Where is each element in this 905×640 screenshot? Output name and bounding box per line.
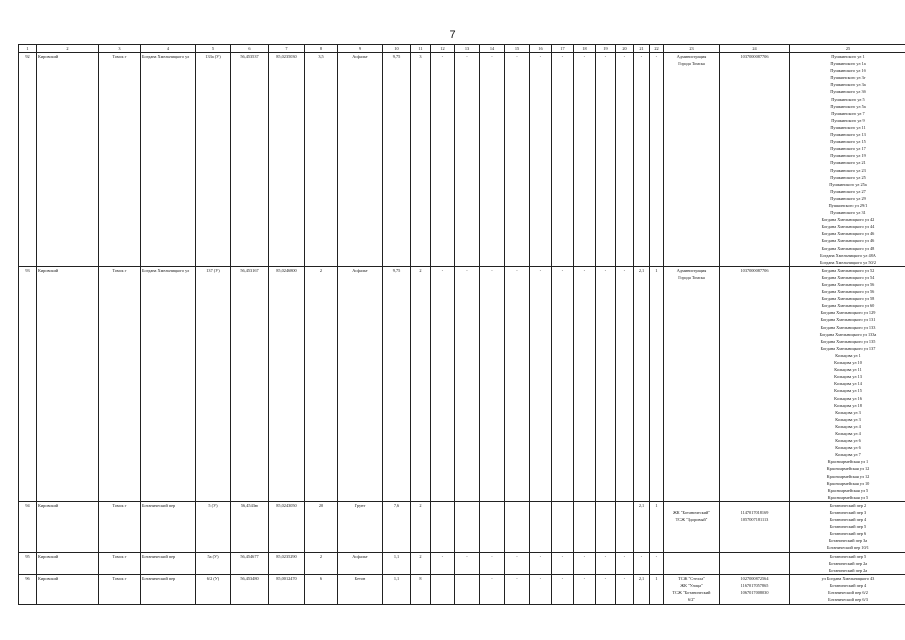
cell-col-10: 9,75: [383, 266, 411, 501]
cell-col-11: 2: [411, 501, 431, 552]
served-address: Богдана Хмельницкого ул 133: [820, 324, 876, 330]
cell-col-22: 1: [650, 501, 664, 552]
column-number-6: 6: [231, 45, 269, 53]
stacked-text: 1147017018169: [740, 510, 769, 515]
column-number-14: 14: [480, 45, 505, 53]
cell-col-3: Томск г: [99, 552, 141, 574]
cell-col-6: 56,4543ю: [231, 501, 269, 552]
cell-col-2: Кировский: [37, 266, 99, 501]
cell-col-3: Томск г: [99, 53, 141, 267]
column-number-13: 13: [455, 45, 480, 53]
served-address: Кольцова ул 10: [834, 360, 862, 366]
cell-col-5: 137 (У): [196, 266, 231, 501]
cell-col-19: [596, 501, 616, 552]
served-address: Богдана Хмельницкого ул 133а: [819, 331, 877, 337]
cell-col-6: 56,453480: [231, 574, 269, 604]
stacked-text: 6/2": [687, 597, 696, 603]
served-address: Ботанический пер 4: [829, 517, 867, 523]
served-address: Кольцова ул 14: [834, 381, 862, 387]
cell-col-6: 56,453537: [231, 53, 269, 267]
stacked-text: ЖК "Улица": [680, 582, 703, 588]
served-address: Пушкинского ул 1: [831, 54, 865, 59]
cell-col-19: -: [596, 552, 616, 574]
table-row: [19, 574, 905, 604]
column-number-5: 5: [196, 45, 231, 53]
served-address: Кольцова ул 11: [834, 367, 862, 373]
cell-col-13: -: [455, 266, 480, 501]
cell-col-17: -: [552, 552, 574, 574]
served-address: Богдана Хмельницкого ул 56: [821, 282, 875, 287]
table-row: [19, 552, 905, 574]
ogrn-cell: [720, 574, 790, 604]
table-row: [19, 501, 905, 552]
served-address: Кольцова ул 16: [834, 395, 862, 401]
stacked-text: Администрация: [676, 54, 707, 59]
column-number-23: 23: [664, 45, 720, 53]
cell-col-16: [530, 501, 552, 552]
served-address: ул Богдана Хмельницкого 43: [821, 575, 875, 581]
cell-col-13: [455, 574, 480, 604]
cell-col-14: -: [480, 574, 505, 604]
column-number-4: 4: [141, 45, 196, 53]
stacked-text: ТСЖ "Здоровый": [675, 517, 708, 523]
cell-col-9: Грунт: [338, 501, 383, 552]
served-address: Богдана Хмельницкого ул 137: [820, 345, 876, 351]
served-address: Красноармейская ул 5: [827, 494, 869, 500]
cell-col-3: Томск г: [99, 501, 141, 552]
cell-col-14: -: [480, 266, 505, 501]
cell-col-18: -: [574, 266, 596, 501]
cell-col-4: Ботанический пер: [141, 501, 196, 552]
owner-cell: [664, 574, 720, 604]
cell-col-8: 2: [305, 552, 338, 574]
served-address: Кольцова ул 6: [835, 445, 861, 451]
served-address: Ботанический пер 3: [829, 510, 867, 515]
owner-cell: [664, 552, 720, 574]
cell-col-7: 85,0243050: [269, 501, 305, 552]
served-address: Красноармейская ул 12: [826, 473, 870, 479]
column-number-16: 16: [530, 45, 552, 53]
served-address: Ботанический пер 6/2: [828, 590, 868, 596]
cell-col-10: 9,75: [383, 53, 411, 267]
served-address: Ботанический пер 4: [829, 582, 867, 588]
served-address: Ботанический пер 5: [829, 524, 867, 530]
cell-col-14: -: [480, 53, 505, 267]
cell-col-20: -: [616, 574, 634, 604]
cell-col-7: 85,0012470: [269, 574, 305, 604]
served-address: Пушкинского ул 5а: [830, 103, 866, 109]
column-number-19: 19: [596, 45, 616, 53]
cell-col-12: [431, 501, 455, 552]
cell-col-14: [480, 501, 505, 552]
column-number-8: 8: [305, 45, 338, 53]
served-address: Пушкинского ул 29: [830, 195, 866, 201]
stacked-text: 1167017057865: [740, 582, 769, 588]
cell-col-8: 6: [305, 574, 338, 604]
served-address: Пушкинского ул 1б: [830, 68, 866, 74]
served-address: Красноармейская ул 10: [826, 480, 870, 486]
served-address: Пушкинского ул 9: [831, 117, 865, 123]
served-address: Кольцова ул 3: [835, 416, 861, 422]
served-addresses-cell: [790, 501, 905, 552]
cell-col-18: -: [574, 53, 596, 267]
table-row: [19, 53, 905, 267]
cell-col-20: -: [616, 552, 634, 574]
served-address: Пушкинского ул 11: [830, 124, 866, 130]
cell-col-18: -: [574, 552, 596, 574]
cell-col-3: Томск г: [99, 574, 141, 604]
cell-col-12: -: [431, 53, 455, 267]
cell-col-21: -: [634, 552, 650, 574]
served-address: Богдана Хмельницкого ул 42: [821, 217, 875, 223]
served-address: Кольцова ул 15: [834, 388, 862, 394]
served-address: Богдана Хмельницкого ул 50/2: [820, 259, 876, 265]
served-address: Богдана Хмельницкого ул 46: [821, 231, 875, 237]
served-address: Богдана Хмельницкого ул 48: [821, 245, 875, 251]
served-address: Богдана Хмельницкого ул 135: [820, 338, 876, 344]
column-number-12: 12: [431, 45, 455, 53]
cell-col-21: 2,1: [634, 501, 650, 552]
cell-col-20: -: [616, 266, 634, 501]
stacked-text: ТСЖ "Ботанический: [672, 590, 711, 596]
owner-cell: [664, 53, 720, 267]
served-address: Кольцова ул 18: [834, 402, 862, 408]
cell-col-5: 5а (У): [196, 552, 231, 574]
stacked-text: 1037000087706: [740, 54, 769, 59]
stacked-text: Города Томска: [678, 61, 705, 67]
column-number-9: 9: [338, 45, 383, 53]
served-address: Богдана Хмельницкого ул 129: [820, 310, 876, 316]
cell-col-21: 2,1: [634, 574, 650, 604]
cell-col-16: -: [530, 53, 552, 267]
cell-col-17: -: [552, 574, 574, 604]
cell-col-15: -: [505, 574, 530, 604]
column-number-18: 18: [574, 45, 596, 53]
served-address: Пушкинского ул 13: [830, 132, 866, 138]
served-address: Пушкинского ул 3б: [830, 89, 866, 95]
cell-col-10: 7,6: [383, 501, 411, 552]
cell-col-2: Кировский: [37, 501, 99, 552]
column-number-11: 11: [411, 45, 431, 53]
stacked-text: ТСЖ "Стелла": [678, 575, 705, 581]
column-number-25: 25: [790, 45, 905, 53]
served-address: Красноармейская ул 1: [827, 459, 869, 465]
stacked-text: [665, 502, 718, 509]
cell-col-13: -: [455, 552, 480, 574]
cell-col-10: 1,1: [383, 574, 411, 604]
cell-col-4: Богдана Хмельницкого ул: [141, 266, 196, 501]
cell-col-8: 2: [305, 266, 338, 501]
cell-col-5: 133а (У): [196, 53, 231, 267]
cell-col-15: -: [505, 552, 530, 574]
cell-col-16: -: [530, 266, 552, 501]
served-address: Пушкинского ул 5: [831, 96, 865, 102]
served-address: Пушкинского ул 25а: [829, 181, 867, 187]
column-number-3: 3: [99, 45, 141, 53]
served-address: Пушкинского ул 29/1: [828, 202, 868, 208]
served-address: Богдана Хмельницкого ул 46: [821, 238, 875, 244]
served-address: Красноармейская ул 12: [826, 466, 870, 472]
served-address: Кольцова ул 4: [835, 430, 861, 436]
served-address: Пушкинского ул 31: [830, 210, 866, 216]
cell-col-4: Ботанический пер: [141, 574, 196, 604]
cell-col-5: 5 (У): [196, 501, 231, 552]
cell-col-22: 1: [650, 574, 664, 604]
served-address: Пушкинского ул 23: [830, 167, 866, 173]
ogrn-cell: [720, 552, 790, 574]
column-number-21: 21: [634, 45, 650, 53]
stacked-text: Администрация: [676, 267, 707, 273]
served-address: Ботанический пер 6/3: [828, 597, 868, 603]
registry-table: [18, 44, 905, 605]
served-address: Кольцова ул 7: [835, 452, 861, 458]
cell-col-4: Богдана Хмельницкого ул: [141, 53, 196, 267]
served-address: Кольцова ул 13: [834, 374, 862, 380]
table-row: [19, 266, 905, 501]
served-address: Кольцова ул 6: [835, 438, 861, 444]
cell-col-9: Бетон: [338, 574, 383, 604]
cell-col-9: Асфальт: [338, 53, 383, 267]
cell-col-12: [431, 574, 455, 604]
column-number-22: 22: [650, 45, 664, 53]
cell-col-22: -: [650, 552, 664, 574]
cell-col-2: Кировский: [37, 574, 99, 604]
cell-col-7: 85,0235030: [269, 53, 305, 267]
cell-col-6: 56,453167: [231, 266, 269, 501]
served-address: Ботанический пер 3а: [828, 538, 868, 544]
served-address: Богдана Хмельницкого ул 58: [821, 296, 875, 302]
cell-col-3: Томск г: [99, 266, 141, 501]
column-number-24: 24: [720, 45, 790, 53]
column-number-2: 2: [37, 45, 99, 53]
cell-col-19: -: [596, 266, 616, 501]
served-addresses-cell: [790, 574, 905, 604]
served-address: Пушкинского ул 27: [830, 188, 866, 194]
cell-col-2: Кировский: [37, 53, 99, 267]
stacked-text: ЖК "Ботанический": [672, 510, 711, 515]
cell-col-19: -: [596, 574, 616, 604]
served-address: Ботанический пер 10/1: [827, 545, 869, 551]
served-address: Красноармейская ул 5: [827, 487, 869, 493]
cell-col-14: -: [480, 552, 505, 574]
served-addresses-cell: [790, 53, 905, 267]
column-number-20: 20: [616, 45, 634, 53]
cell-col-11: 2: [411, 266, 431, 501]
owner-cell: [664, 266, 720, 501]
cell-col-1: 94: [19, 501, 37, 552]
cell-col-20: [616, 501, 634, 552]
served-address: Ботанический пер 6: [829, 531, 867, 537]
cell-col-15: [505, 501, 530, 552]
served-address: Кольцова ул 4: [835, 423, 861, 429]
stacked-text: 1057007181113: [740, 517, 769, 523]
served-address: Пушкинского ул 17: [830, 146, 866, 152]
cell-col-17: -: [552, 53, 574, 267]
served-address: Ботанический пер 2а: [828, 560, 868, 566]
column-number-17: 17: [552, 45, 574, 53]
served-address: Пушкинского ул 15: [830, 139, 866, 145]
cell-col-11: 8: [411, 574, 431, 604]
cell-col-13: [455, 501, 480, 552]
cell-col-1: 95: [19, 552, 37, 574]
column-number-10: 10: [383, 45, 411, 53]
cell-col-7: 85,0235290: [269, 552, 305, 574]
served-address: Богдана Хмельницкого ул 131: [820, 317, 876, 323]
served-address: Кольцова ул 3: [835, 409, 861, 415]
cell-col-21: 2,1: [634, 266, 650, 501]
column-number-7: 7: [269, 45, 305, 53]
ogrn-cell: [720, 53, 790, 267]
cell-col-12: -: [431, 552, 455, 574]
cell-col-7: 85,0246800: [269, 266, 305, 501]
served-address: Богдана Хмельницкого ул 52: [821, 267, 875, 273]
cell-col-11: 3: [411, 53, 431, 267]
table-body: [19, 53, 905, 605]
served-address: Ботанический пер 5: [829, 553, 867, 559]
stacked-text: 1027000872564: [740, 575, 769, 581]
served-address: Пушкинского ул 19: [830, 153, 866, 159]
cell-col-17: -: [552, 266, 574, 501]
stacked-text: [721, 502, 788, 509]
served-address: Богдана Хмельницкого ул 56: [821, 289, 875, 295]
cell-col-1: 92: [19, 53, 37, 267]
served-address: Пушкинского ул 25: [830, 174, 866, 180]
ogrn-cell: [720, 501, 790, 552]
cell-col-15: -: [505, 53, 530, 267]
cell-col-21: -: [634, 53, 650, 267]
cell-col-11: 2: [411, 552, 431, 574]
cell-col-10: 1,1: [383, 552, 411, 574]
cell-col-4: Ботанический пер: [141, 552, 196, 574]
stacked-text: 1037000087706: [740, 267, 769, 273]
served-address: Богдана Хмельницкого ул 44: [821, 224, 875, 230]
cell-col-16: -: [530, 552, 552, 574]
cell-col-9: Асфальт: [338, 266, 383, 501]
cell-col-2: Кировский: [37, 552, 99, 574]
cell-col-20: -: [616, 53, 634, 267]
served-address: Пушкинского ул 1а: [830, 61, 866, 67]
cell-col-8: 3,5: [305, 53, 338, 267]
cell-col-8: 20: [305, 501, 338, 552]
served-address: Богдана Хмельницкого ул 60: [821, 303, 875, 309]
column-number-15: 15: [505, 45, 530, 53]
cell-col-13: -: [455, 53, 480, 267]
column-number-row: [19, 45, 905, 53]
cell-col-22: -: [650, 53, 664, 267]
served-address: Богдана Хмельницкого ул 48А: [820, 252, 876, 258]
stacked-text: 1067017008030: [740, 590, 769, 596]
served-address: Ботанический пер 2: [829, 502, 867, 508]
served-address: Пушкинского ул 7: [831, 110, 865, 116]
served-address: Пушкинского ул 3г: [830, 75, 866, 81]
cell-col-15: -: [505, 266, 530, 501]
served-address: Кольцова ул 1: [835, 352, 861, 358]
cell-col-5: 6/2 (У): [196, 574, 231, 604]
cell-col-22: 1: [650, 266, 664, 501]
cell-col-9: Асфальт: [338, 552, 383, 574]
served-addresses-cell: [790, 552, 905, 574]
served-addresses-cell: [790, 266, 905, 501]
owner-cell: [664, 501, 720, 552]
cell-col-1: 96: [19, 574, 37, 604]
ogrn-cell: [720, 266, 790, 501]
cell-col-6: 56,454677: [231, 552, 269, 574]
cell-col-19: -: [596, 53, 616, 267]
served-address: Ботанический пер 2а: [828, 567, 868, 573]
page-number: 7: [449, 29, 456, 41]
served-address: Богдана Хмельницкого ул 54: [821, 274, 875, 280]
cell-col-16: -: [530, 574, 552, 604]
cell-col-18: [574, 501, 596, 552]
cell-col-12: -: [431, 266, 455, 501]
served-address: Пушкинского ул 21: [830, 160, 866, 166]
column-number-1: 1: [19, 45, 37, 53]
served-address: Пушкинского ул 3а: [830, 82, 866, 88]
stacked-text: Города Томска: [678, 274, 705, 280]
cell-col-17: [552, 501, 574, 552]
cell-col-1: 93: [19, 266, 37, 501]
cell-col-18: -: [574, 574, 596, 604]
